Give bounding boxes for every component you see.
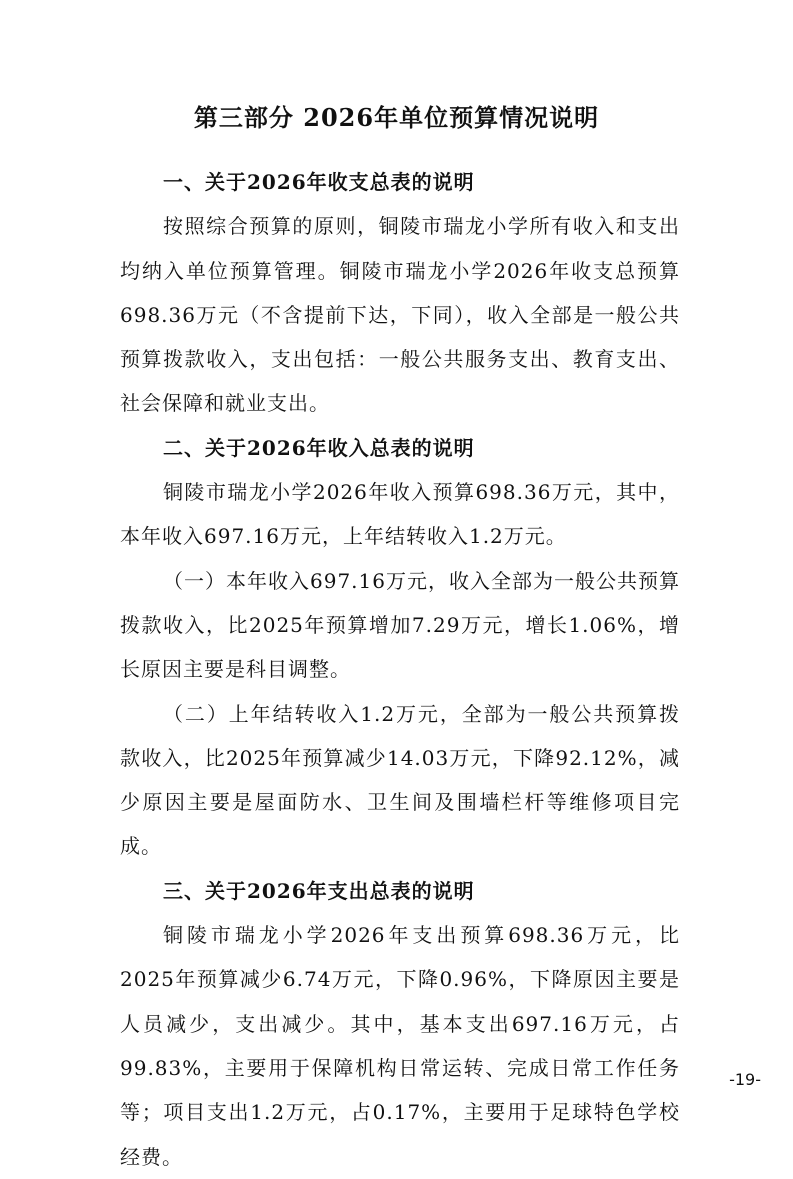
page-number: -19- [729,1070,761,1089]
section-2-paragraph-2: （一）本年收入697.16万元，收入全部为一般公共预算拨款收入，比2025年预算增加7.29万元，增长1.06%，增长原因主要是科目调整。 [120,568,680,682]
section-1-paragraph-1: 按照综合预算的原则，铜陵市瑞龙小学所有收入和支出均纳入单位预算管理。铜陵市瑞龙小学2026年收支总预算698.36万元（不含提前下达，下同），收入全部是一般公共预算拨款收入，支出包括：一般公共服务支出、教育支出、社会保障和就业支出。 [120,214,680,416]
section-heading-1: 一、关于2026年收支总表的说明 [163,170,475,194]
section-heading-2: 二、关于2026年收入总表的说明 [163,435,475,460]
section-3-paragraph-1: 铜陵市瑞龙小学2026年支出预算698.36万元，比2025年预算减少6.74万元，下降0.96%，下降原因主要是人员减少，支出减少。其中，基本支出697.16万元，占99.83%，主要用于保障机构日常运转、完成日常工作任务等；项目支出1.2万元，占0.17%，主要用于足球特色学校经费。 [120,923,680,1169]
section-heading-3: 三、关于2026年支出总表的说明 [163,878,475,903]
document-body [120,160,680,1179]
section-2-paragraph-1: 铜陵市瑞龙小学2026年收入预算698.36万元，其中，本年收入697.16万元，上年结转收入1.2万元。 [120,480,680,549]
page-title: 第三部分 2026年单位预算情况说明 [193,103,600,132]
section-2-paragraph-3: （二）上年结转收入1.2万元，全部为一般公共预算拨款收入，比2025年预算减少14.03万元，下降92.12%，减少原因主要是屋面防水、卫生间及围墙栏杆等维修项目完成。 [120,701,680,859]
